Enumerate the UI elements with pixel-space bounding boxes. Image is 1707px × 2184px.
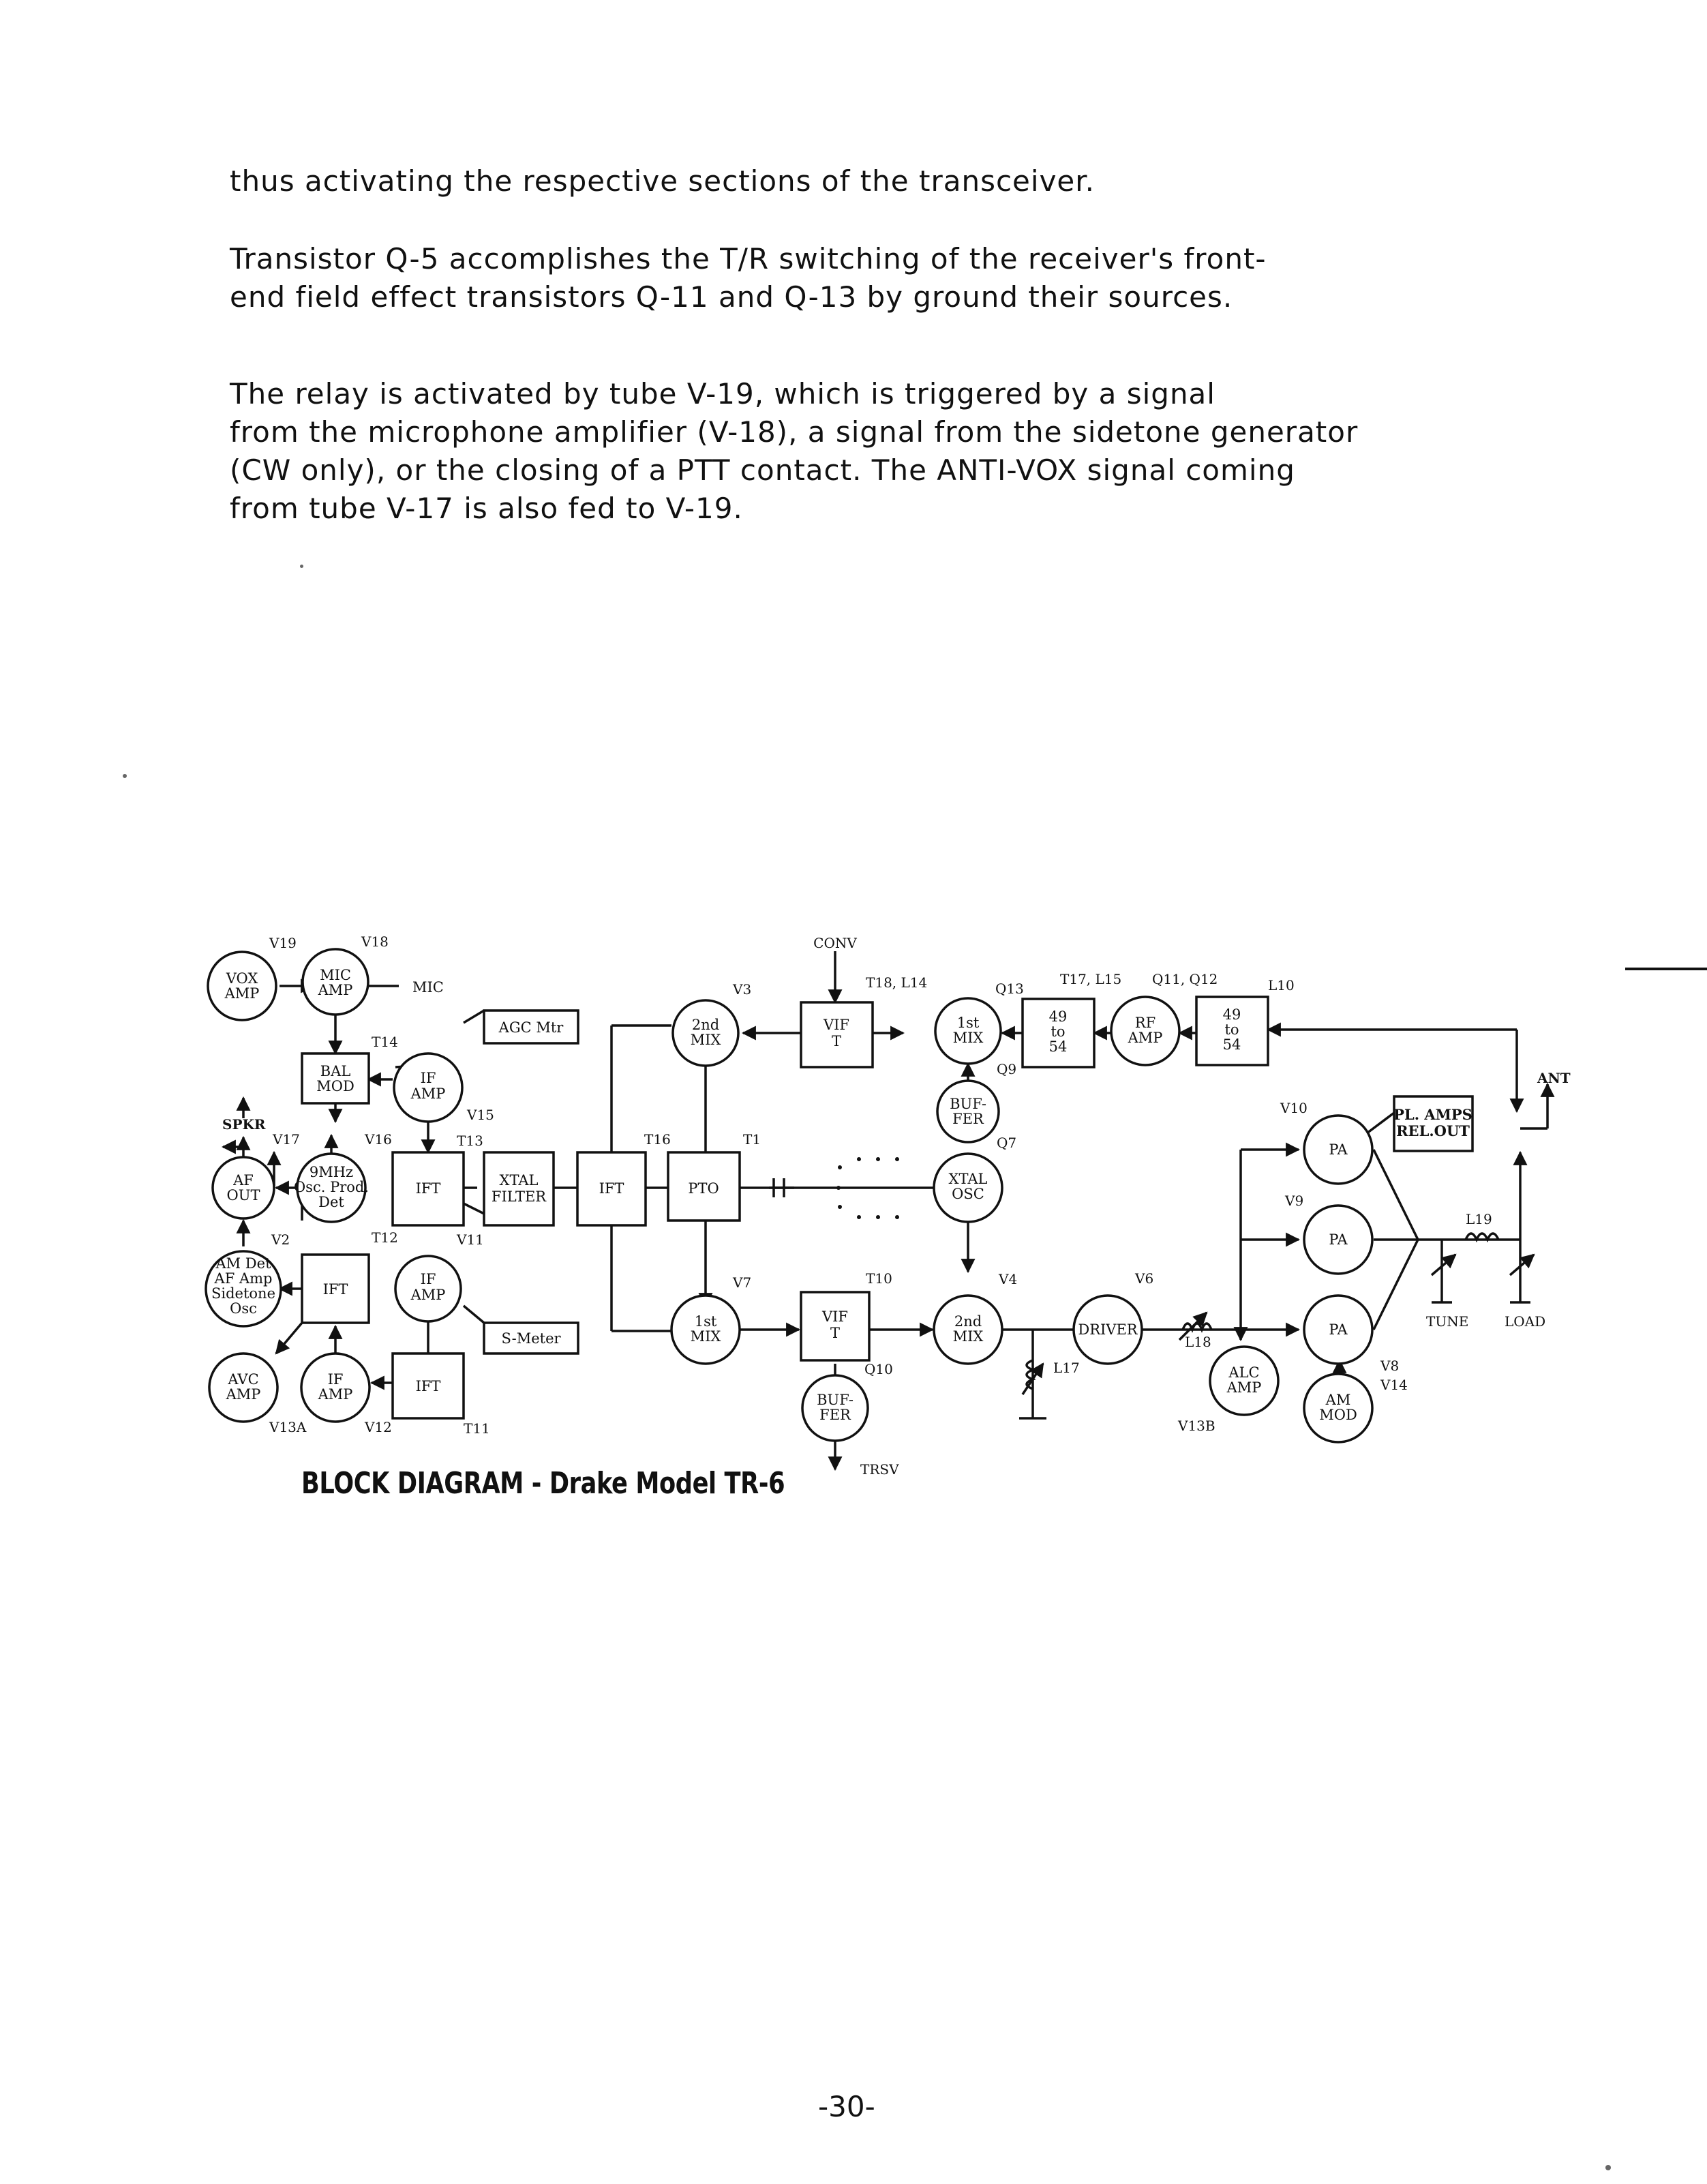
ref-v19: V19 bbox=[269, 935, 297, 951]
mic-amp-line2: AMP bbox=[318, 982, 353, 998]
ref-v9: V9 bbox=[1285, 1193, 1304, 1209]
agc-meter bbox=[484, 1011, 578, 1043]
ref-l18: L18 bbox=[1185, 1334, 1211, 1350]
ref-v2: V2 bbox=[271, 1231, 290, 1248]
vif-t10 bbox=[801, 1292, 869, 1360]
ref-t12: T12 bbox=[372, 1229, 398, 1246]
pa-v10-label: PA bbox=[1329, 1141, 1348, 1158]
rf-amp bbox=[1111, 997, 1179, 1065]
buffer-q10 bbox=[802, 1375, 868, 1441]
am-det-line2: AF Amp bbox=[214, 1270, 273, 1287]
ant-label: ANT bbox=[1537, 1070, 1571, 1086]
spkr-label: SPKR bbox=[222, 1116, 266, 1133]
scan-speck bbox=[300, 565, 303, 568]
ref-v13a: V13A bbox=[269, 1419, 307, 1435]
block-diagram bbox=[0, 914, 1707, 1527]
rf-amp-line2: AMP bbox=[1128, 1030, 1163, 1046]
am-det-line1: AM Det bbox=[215, 1255, 271, 1272]
bal-mod bbox=[302, 1053, 369, 1103]
alc-amp-line2: AMP bbox=[1226, 1379, 1262, 1396]
mix1-q13-line1: 1st bbox=[956, 1015, 980, 1031]
band-filter-a bbox=[1023, 999, 1094, 1067]
band-a-line1: 49 bbox=[1048, 1008, 1068, 1025]
if-amp-v11 bbox=[395, 1256, 461, 1321]
alc-amp-line1: ALC bbox=[1228, 1364, 1260, 1381]
pl-amps-line1: PL. AMPS bbox=[1393, 1106, 1472, 1123]
vif-t18-line1: VIF bbox=[823, 1017, 850, 1033]
ref-v15: V15 bbox=[467, 1107, 494, 1123]
bal-mod-line1: BAL bbox=[320, 1063, 351, 1079]
ref-v12: V12 bbox=[365, 1419, 392, 1435]
pa-v8-label: PA bbox=[1329, 1321, 1348, 1338]
ref-v17: V17 bbox=[273, 1131, 300, 1148]
if-amp-v12-line1: IF bbox=[327, 1371, 344, 1388]
paragraph-3: The relay is activated by tube V-19, which is triggered by a signal from the microphone amplifier (V-18), a signal from the sidetone generator (CW only), or the closing of a PTT contact. The ANTI-VOX signal coming from tube V-17 is also fed to V-19. bbox=[230, 377, 1359, 525]
if-amp-v11-line1: IF bbox=[420, 1271, 436, 1287]
paragraph-1: thus activating the respective sections of the transceiver. bbox=[230, 164, 1096, 198]
mix1-v7 bbox=[671, 1296, 740, 1364]
mix1-q13-line2: MIX bbox=[952, 1030, 984, 1046]
vox-amp-line1: VOX bbox=[226, 970, 258, 987]
ref-t16: T16 bbox=[644, 1131, 671, 1148]
if-amp-v15 bbox=[394, 1053, 462, 1122]
mix1-v7-line1: 1st bbox=[694, 1313, 717, 1330]
scan-speck bbox=[123, 774, 127, 778]
xtal-osc-line2: OSC bbox=[952, 1186, 984, 1202]
ift-t11 bbox=[393, 1353, 464, 1418]
ref-l17: L17 bbox=[1053, 1360, 1080, 1376]
tune-capacitor bbox=[1432, 1255, 1455, 1275]
avc-amp bbox=[209, 1353, 277, 1422]
page-number: -30- bbox=[818, 2090, 875, 2123]
ref-q7: Q7 bbox=[997, 1135, 1017, 1151]
ref-q10: Q10 bbox=[864, 1361, 893, 1377]
load-label: LOAD bbox=[1505, 1313, 1546, 1330]
af-out bbox=[213, 1157, 274, 1218]
buffer-q9-line2: FER bbox=[952, 1111, 984, 1127]
band-a-line3: 54 bbox=[1048, 1038, 1068, 1055]
mix2-v3 bbox=[673, 1000, 738, 1066]
driver bbox=[1074, 1296, 1142, 1364]
af-out-line1: AF bbox=[233, 1172, 254, 1188]
avc-amp-line1: AVC bbox=[228, 1371, 259, 1388]
if-amp-v12 bbox=[301, 1353, 369, 1422]
osc-prod-det-line1: 9MHz bbox=[309, 1164, 354, 1180]
am-mod-line2: MOD bbox=[1319, 1407, 1357, 1423]
if-amp-v15-line1: IF bbox=[420, 1070, 436, 1086]
diagram-caption: BLOCK DIAGRAM - Drake Model TR-6 bbox=[301, 1466, 785, 1501]
mic-amp-line1: MIC bbox=[320, 967, 351, 983]
ref-v3: V3 bbox=[733, 981, 752, 998]
mic-amp bbox=[303, 949, 368, 1015]
bal-mod-line2: MOD bbox=[316, 1078, 354, 1094]
am-det-line4: Osc bbox=[230, 1300, 257, 1317]
rf-amp-line1: RF bbox=[1134, 1015, 1156, 1031]
xtal-osc bbox=[934, 1154, 1002, 1222]
ref-t17: T17, L15 bbox=[1060, 971, 1122, 987]
mix2-v4-line2: MIX bbox=[952, 1328, 984, 1345]
ref-v16: V16 bbox=[365, 1131, 392, 1148]
mix1-v7-line2: MIX bbox=[690, 1328, 721, 1345]
af-out-line2: OUT bbox=[226, 1187, 260, 1203]
ref-v6: V6 bbox=[1135, 1270, 1154, 1287]
osc-prod-det bbox=[294, 1154, 369, 1222]
xtal-filter-line2: FILTER bbox=[491, 1188, 547, 1205]
if-amp-v12-line2: AMP bbox=[318, 1386, 353, 1403]
mix2-v4-line1: 2nd bbox=[954, 1313, 982, 1330]
if-amp-v11-line2: AMP bbox=[410, 1287, 446, 1303]
if-amp-v15-line2: AMP bbox=[410, 1086, 446, 1102]
buffer-q9-line1: BUF- bbox=[950, 1096, 986, 1112]
pto bbox=[668, 1152, 740, 1221]
load-capacitor bbox=[1510, 1255, 1534, 1275]
mic-input: MIC bbox=[412, 979, 444, 996]
ift-t13-label: IFT bbox=[415, 1180, 441, 1197]
xtal-filter-line1: XTAL bbox=[499, 1172, 539, 1188]
vox-amp bbox=[208, 952, 276, 1020]
am-det-block bbox=[206, 1251, 281, 1326]
vox-amp-line2: AMP bbox=[224, 985, 260, 1002]
conv-label: CONV bbox=[813, 935, 857, 951]
tune-label: TUNE bbox=[1426, 1313, 1469, 1330]
band-filter-b bbox=[1196, 997, 1268, 1065]
agc-mtr-label: AGC Mtr bbox=[498, 1019, 564, 1036]
osc-prod-det-line3: Det bbox=[318, 1194, 344, 1210]
mix2-v3-line1: 2nd bbox=[691, 1017, 720, 1033]
pa-v9-label: PA bbox=[1329, 1231, 1348, 1248]
s-meter bbox=[484, 1323, 578, 1353]
ref-q11: Q11, Q12 bbox=[1152, 971, 1218, 987]
vif-t18-line2: T bbox=[831, 1033, 842, 1049]
band-b-line2: to bbox=[1224, 1021, 1239, 1038]
ref-v11: V11 bbox=[457, 1231, 484, 1248]
am-det-line3: Sidetone bbox=[211, 1285, 276, 1302]
ref-q13: Q13 bbox=[995, 981, 1024, 997]
ift-t16-label: IFT bbox=[599, 1180, 624, 1197]
band-b-line3: 54 bbox=[1222, 1036, 1241, 1053]
ref-l19: L19 bbox=[1466, 1211, 1492, 1227]
mix1-q13 bbox=[935, 998, 1001, 1064]
ref-t11: T11 bbox=[464, 1420, 490, 1437]
buffer-q9 bbox=[937, 1081, 999, 1142]
page-edge-rule bbox=[1625, 968, 1707, 970]
vif-t10-line1: VIF bbox=[821, 1308, 849, 1325]
pa-v10 bbox=[1304, 1116, 1372, 1184]
band-a-line2: to bbox=[1051, 1023, 1066, 1040]
pl-amps-line2: REL.OUT bbox=[1396, 1122, 1470, 1139]
pl-amps-relay bbox=[1393, 1096, 1472, 1151]
s-meter-label: S-Meter bbox=[501, 1330, 561, 1347]
ref-v13b: V13B bbox=[1178, 1418, 1215, 1434]
vif-t18 bbox=[801, 1002, 873, 1067]
osc-prod-det-line2: Osc. Prod. bbox=[293, 1179, 369, 1195]
ref-v4: V4 bbox=[999, 1271, 1018, 1287]
ref-v8: V8 bbox=[1380, 1358, 1400, 1374]
ref-q9: Q9 bbox=[997, 1061, 1017, 1077]
ift-t16 bbox=[577, 1152, 646, 1225]
paragraph-2: Transistor Q-5 accomplishes the T/R switching of the receiver's front- end field effect transistors Q-11 and Q-13 by ground their sources. bbox=[230, 242, 1267, 314]
buffer-q10-line2: FER bbox=[819, 1407, 851, 1423]
pto-label: PTO bbox=[688, 1180, 719, 1197]
ref-v14: V14 bbox=[1380, 1377, 1408, 1393]
am-mod-line1: AM bbox=[1325, 1392, 1351, 1408]
avc-amp-line2: AMP bbox=[226, 1386, 261, 1403]
ref-v10: V10 bbox=[1280, 1100, 1308, 1116]
ift-t13 bbox=[393, 1152, 464, 1225]
vif-t10-line2: T bbox=[830, 1325, 841, 1341]
xtal-filter bbox=[484, 1152, 554, 1225]
ref-t18: T18, L14 bbox=[866, 974, 928, 991]
scan-speck bbox=[1605, 2165, 1611, 2170]
buffer-q10-line1: BUF- bbox=[817, 1392, 854, 1408]
band-b-line1: 49 bbox=[1222, 1006, 1241, 1023]
ift-t11-label: IFT bbox=[415, 1378, 441, 1394]
ref-t1: T1 bbox=[743, 1131, 761, 1148]
alc-amp bbox=[1210, 1347, 1278, 1415]
pa-v8 bbox=[1304, 1296, 1372, 1364]
ift-t12 bbox=[302, 1255, 369, 1323]
driver-label: DRIVER bbox=[1078, 1321, 1138, 1338]
ref-v7: V7 bbox=[733, 1274, 752, 1291]
ref-t14: T14 bbox=[372, 1034, 398, 1050]
am-mod bbox=[1304, 1374, 1372, 1442]
trsv-label: TRSV bbox=[860, 1461, 899, 1478]
ref-t13: T13 bbox=[457, 1133, 483, 1149]
ref-l10: L10 bbox=[1268, 977, 1295, 993]
xtal-osc-line1: XTAL bbox=[948, 1171, 988, 1187]
ref-t10: T10 bbox=[866, 1270, 892, 1287]
mix2-v3-line2: MIX bbox=[690, 1032, 721, 1048]
ref-v18: V18 bbox=[361, 933, 389, 950]
mix2-v4 bbox=[934, 1296, 1002, 1364]
ift-t12-label: IFT bbox=[322, 1281, 348, 1298]
pa-v9 bbox=[1304, 1206, 1372, 1274]
